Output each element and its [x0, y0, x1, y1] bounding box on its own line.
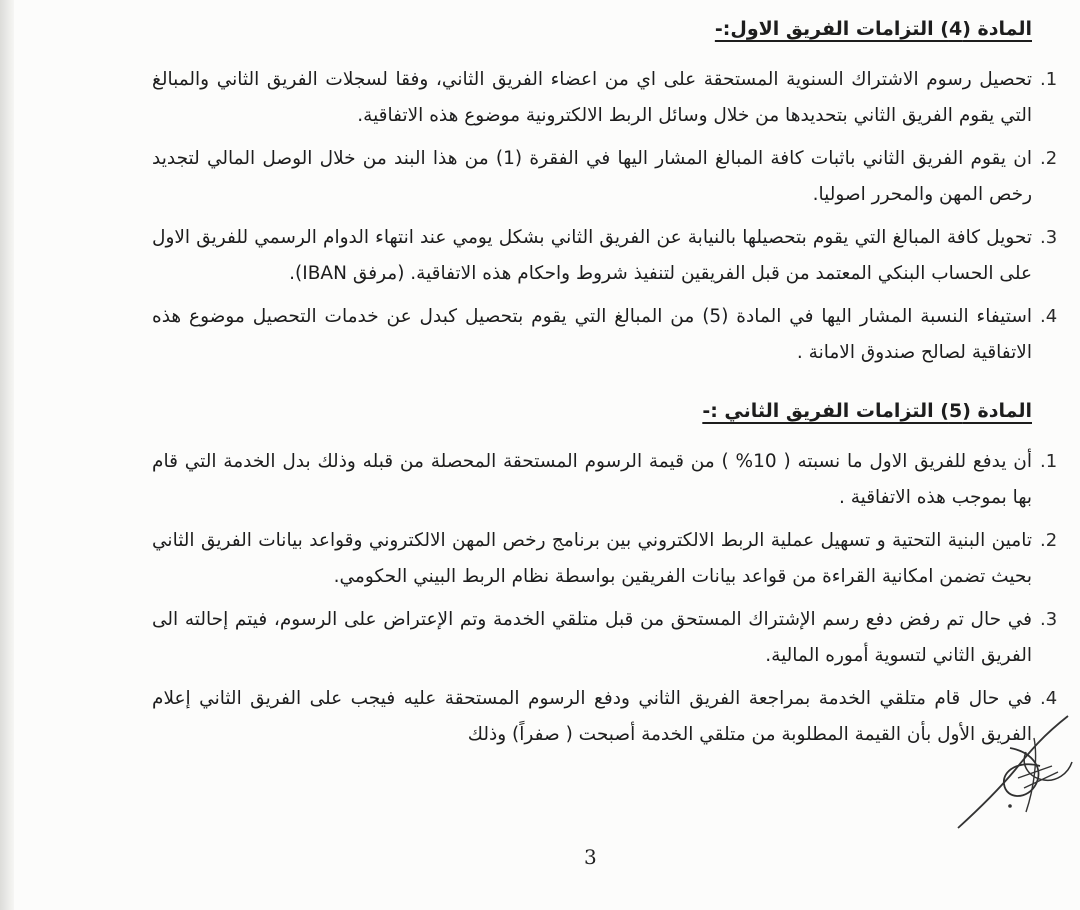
list-item [152, 444, 1058, 515]
item-text: في حال قام متلقي الخدمة بمراجعة الفريق الثاني ودفع الرسوم المستحقة عليه فيجب على الفريق الثاني إعلام الفريق الأول بأن القيمة المطلوبة من متلقي الخدمة أصبحت ( صفراً) وذلك [152, 688, 1032, 745]
item-text: أن يدفع للفريق الاول ما نسبته ( 10% ) من قيمة الرسوم المستحقة المحصلة من قبله وذلك بدل الخدمة التي قام بها بموجب هذه الاتفاقية . [152, 451, 1032, 508]
item-number: .2 [1040, 530, 1058, 551]
list-item [152, 141, 1058, 212]
item-text: ان يقوم الفريق الثاني باثبات كافة المبالغ المشار اليها في الفقرة (1) من هذا البند من خلال الوصل المالي لتجديد رخص المهن والمحرر اصوليا. [152, 148, 1032, 205]
article-5-list [152, 444, 1058, 752]
item-text: في حال تم رفض دفع رسم الإشتراك المستحق من قبل متلقي الخدمة وتم الإعتراض على الرسوم، فيتم إحالته الى الفريق الثاني لتسوية أموره المالية. [152, 609, 1032, 666]
item-number: .4 [1040, 688, 1058, 709]
page-number: 3 [584, 845, 597, 869]
item-text: استيفاء النسبة المشار اليها في المادة (5) من المبالغ التي يقوم بتحصيل كبدل عن خدمات التحصيل موضوع هذه الاتفاقية لصالح صندوق الامانة . [152, 306, 1032, 363]
list-item [152, 523, 1058, 594]
list-item [152, 602, 1058, 673]
document-body [152, 14, 1058, 760]
signature-icon [940, 708, 1080, 838]
article-5-heading: المادة (5) التزامات الفريق الثاني :- [702, 400, 1032, 422]
item-text: تحصيل رسوم الاشتراك السنوية المستحقة على اي من اعضاء الفريق الثاني، وفقا لسجلات الفريق الثاني والمبالغ التي يقوم الفريق الثاني بتحديدها من خلال وسائل الربط الالكترونية موضوع هذه الاتفاقية. [152, 69, 1032, 126]
item-number: .1 [1040, 69, 1058, 90]
item-number: .4 [1040, 306, 1058, 327]
list-item [152, 220, 1058, 291]
item-text: تحويل كافة المبالغ التي يقوم بتحصيلها بالنيابة عن الفريق الثاني بشكل يومي عند انتهاء الدوام الرسمي للفريق الاول على الحساب البنكي المعتمد من قبل الفريقين لتنفيذ شروط واحكام هذه الاتفاقية. (مرفق IBAN). [152, 227, 1032, 284]
article-4-heading: المادة (4) التزامات الفريق الاول:- [714, 18, 1032, 40]
item-number: .2 [1040, 148, 1058, 169]
list-item [152, 681, 1058, 752]
list-item [152, 299, 1058, 370]
list-item [152, 62, 1058, 133]
item-number: .3 [1040, 609, 1058, 630]
item-number: .3 [1040, 227, 1058, 248]
item-text: تامين البنية التحتية و تسهيل عملية الربط الالكتروني بين برنامج رخص المهن الالكتروني وقواعد بيانات الفريق الثاني بحيث تضمن امكانية القراءة من قواعد بيانات الفريقين بواسطة نظام الربط البيني الحكومي. [152, 530, 1032, 587]
item-number: .1 [1040, 451, 1058, 472]
page-edge-shadow [0, 0, 14, 910]
article-4-list [152, 62, 1058, 370]
